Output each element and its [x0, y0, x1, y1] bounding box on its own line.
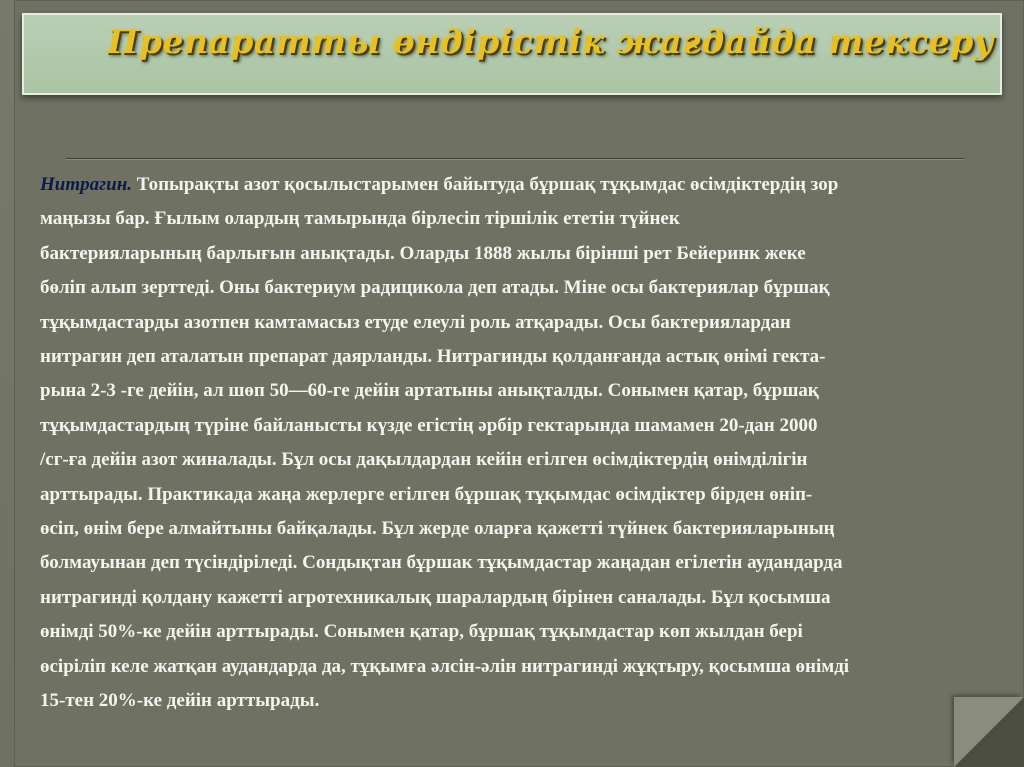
lead-term: Нитрагин.	[40, 174, 133, 195]
page-curl-corner	[954, 697, 1024, 767]
divider-line	[66, 158, 964, 159]
body-paragraph	[40, 168, 995, 719]
slide-title: Препаратты өндірістік жағдайда тексеру	[107, 22, 994, 61]
body-first-line: Топырақты азот қосылыстарымен байытуда бұршақ тұқымдас өсімдіктердің зор	[132, 174, 839, 195]
body-text-rest: маңызы бар. Ғылым олардың тамырында бірлесіп тіршілік ететін түйнек бактерияларының барлығын анықтады. Оларды 1888 жылы бірінші рет Бейеринк жеке бөліп алып зерттеді. Оны бактериум радицикола деп атады. Міне осы бактериялар бұршақ тұқымдастарды азотпен камтамасыз етуде елеулі роль атқарады. Осы бактериялардан нитрагин деп аталатын препарат даярланды. Нитрагинды қолданғанда астық өнімі гекта- рына 2-3 -ге дейін, ал шөп 50—60-ге дейін артатыны анықталды. Сонымен қатар, бұршақ тұқымдастардың түріне байланысты күзде егістің әрбір гектарында шамамен 20-дан 2000 /сг-ға дейін азот жиналады. Бұл осы дақылдардан кейін егілген өсімдіктердің өнімділігін арттырады. Практикада жаңа жерлерге егілген бұршақ тұқымдас өсімдіктер бірден өніп- өсіп, өнім бере алмайтыны байқалады. Бұл жерде оларға қажетті түйнек бактерияларының болмауынан деп түсіндіріледі. Сондықтан бұршак тұқымдастар жаңадан егілетін аудандарда нитрагинді қолдану кажетті агротехникалық шаралардың бірінен саналады. Бұл қосымша өнімді 50%-ке дейін арттырады. Сонымен қатар, бұршақ тұқымдастар көп жылдан бері өсіріліп келе жатқан аудандарда да, тұқымға әлсін-әлін нитрагинді жұқтыру, қосымша өнімді 15-тен 20%-ке дейін арттырады.	[40, 208, 850, 712]
